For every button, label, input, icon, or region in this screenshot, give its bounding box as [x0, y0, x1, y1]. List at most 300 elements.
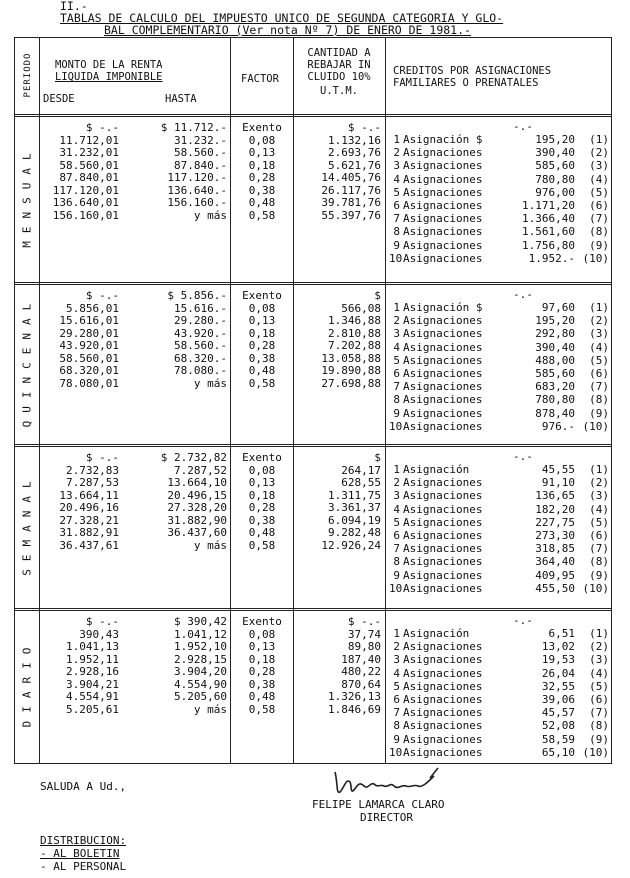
factor-column-value: 0,58 — [248, 538, 276, 552]
asignacion-row — [389, 380, 609, 393]
asignacion-amount: 390,40 — [535, 146, 575, 160]
hasta-column-value: 87.840.- — [174, 158, 227, 172]
asignacion-amount: 195,20 — [535, 314, 575, 328]
asignacion-amount: 1.171,20 — [522, 198, 575, 212]
asignacion-label: Asignaciones — [403, 502, 483, 516]
asignacion-label: Asignaciones — [403, 380, 483, 394]
asignacion-index: (8) — [589, 225, 609, 239]
desde-column — [41, 122, 119, 222]
asignacion-row — [389, 516, 609, 529]
asignacion-label: Asignaciones — [403, 653, 483, 667]
desde-header: DESDE — [43, 93, 75, 105]
hasta-column-value: 29.280.- — [174, 314, 227, 327]
asignacion-amount: 1.561,60 — [522, 225, 575, 239]
document-title — [60, 0, 620, 36]
asignacion-count: 5 — [393, 353, 400, 367]
cantidad-column-value: 89,80 — [347, 640, 381, 653]
cantidad-column-value: 26.117,76 — [321, 183, 381, 197]
monto-header-1: MONTO DE LA RENTA — [55, 59, 163, 71]
hasta-column — [123, 452, 227, 552]
asignacion-row — [389, 314, 609, 327]
asignacion-index: (1) — [589, 463, 609, 476]
hasta-column-value: 1.041,12 — [174, 627, 227, 641]
asignacion-index: (2) — [589, 314, 609, 328]
asignacion-index: (1) — [589, 301, 609, 314]
cantidad-column-value: 187,40 — [341, 652, 381, 666]
desde-column-value: 68.320,01 — [59, 364, 119, 377]
factor-column-value: 0,13 — [248, 476, 276, 489]
desde-column-value: 2.732,83 — [66, 463, 119, 477]
asignacion-amount: 195,20 — [535, 133, 575, 146]
desde-column-value: 11.712,01 — [59, 133, 119, 147]
asignacion-row — [389, 653, 609, 666]
asignacion-label: Asignaciones — [403, 692, 483, 706]
asignacion-amount: 227,75 — [535, 515, 575, 529]
cantidad-column-value: 9.282,48 — [328, 526, 381, 539]
asignacion-amount: 878,40 — [535, 406, 575, 420]
hasta-column-value: $ 390,42 — [174, 615, 227, 628]
asignacion-amount: 585,60 — [535, 366, 575, 380]
cantidad-column-value: 12.926,24 — [321, 538, 381, 552]
asignacion-index: (10) — [582, 251, 609, 265]
asignacion-label: Asignaciones — [403, 172, 483, 186]
asignaciones-dash: -.- — [513, 120, 533, 133]
section-rule — [15, 282, 611, 285]
column-rule — [230, 38, 231, 763]
asignacion-row — [389, 199, 609, 212]
asignacion-amount: 32,55 — [541, 679, 575, 693]
asignacion-row — [389, 173, 609, 186]
asignacion-amount: 1.952.- — [528, 251, 575, 265]
asignacion-row — [389, 367, 609, 380]
desde-column-value: 136.640,01 — [52, 196, 119, 209]
asignacion-count: 1 — [393, 133, 400, 146]
cantidad-column-value: 7.202,88 — [328, 339, 381, 352]
asignacion-row — [389, 463, 609, 476]
hasta-column-value: 4.554,90 — [174, 677, 227, 691]
asignacion-count: 5 — [393, 515, 400, 529]
hasta-column-value: 27.328,20 — [167, 501, 227, 514]
asignacion-label: Asignaciones — [403, 238, 483, 252]
asignacion-index: (8) — [589, 393, 609, 407]
asignacion-label: Asignaciones — [403, 314, 483, 328]
cantidad-column-value: 14.405,76 — [321, 171, 381, 184]
asignacion-row — [389, 489, 609, 502]
asignacion-label: Asignaciones — [403, 528, 483, 542]
asignacion-row — [389, 239, 609, 252]
asignacion-count: 1 — [393, 463, 400, 476]
asignacion-amount: 45,57 — [541, 706, 575, 720]
desde-column-value: 36.437,61 — [59, 538, 119, 552]
factor-column-value: 0,08 — [248, 463, 276, 477]
hasta-column-value: $ 5.856.- — [167, 289, 227, 302]
tax-table — [14, 37, 612, 764]
asignacion-label: Asignaciones — [403, 225, 483, 239]
asignacion-amount: 976,00 — [535, 185, 575, 199]
period-label: MENSUAL — [20, 145, 34, 248]
asignacion-amount: 780,80 — [535, 172, 575, 186]
asignacion-index: (6) — [589, 692, 609, 706]
asignacion-label: Asignaciones — [403, 251, 483, 265]
cantidad-header-2: REBAJAR IN — [307, 59, 371, 71]
cantidad-column-value: 27.698,88 — [321, 376, 381, 390]
desde-column-value: 78.080,01 — [59, 376, 119, 390]
title-line-1: TABLAS DE CALCULO DEL IMPUESTO UNICO DE SEGUNDA CATEGORIA Y GLO- — [60, 11, 504, 25]
asignacion-row — [389, 542, 609, 555]
asignacion-label: Asignaciones — [403, 393, 483, 407]
factor-column-value: 0,28 — [248, 665, 276, 678]
asignacion-index: (3) — [589, 159, 609, 173]
asignacion-amount: 318,85 — [535, 542, 575, 556]
desde-column-value: 20.496,16 — [59, 501, 119, 514]
asignacion-row — [389, 719, 609, 732]
hasta-column-value: y más — [193, 702, 227, 716]
asignacion-index: (10) — [582, 419, 609, 433]
asignacion-index: (5) — [589, 679, 609, 693]
hasta-column-value: 2.928,15 — [174, 652, 227, 666]
cantidad-column-value: 264,17 — [341, 463, 381, 477]
factor-column-value: 0,08 — [248, 301, 276, 315]
factor-column-value: 0,18 — [248, 652, 276, 666]
asignacion-row — [389, 569, 609, 582]
factor-column-value: 0,13 — [248, 314, 276, 327]
asignacion-count: 3 — [393, 653, 400, 667]
asignaciones-list — [389, 627, 609, 759]
asignacion-count: 9 — [393, 406, 400, 420]
cantidad-column-value: 39.781,76 — [321, 196, 381, 209]
cantidad-column-value: 480,22 — [341, 665, 381, 678]
cantidad-column-value: $ — [374, 289, 381, 302]
period-label: DIARIO — [20, 639, 34, 728]
hasta-column-value: 58.560.- — [174, 339, 227, 352]
desde-column — [41, 616, 119, 716]
desde-column-value: 2.928,16 — [66, 665, 119, 678]
column-rule — [39, 38, 40, 763]
cantidad-column-value: 55.397,76 — [321, 208, 381, 222]
desde-column-value: $ -.- — [85, 451, 119, 464]
asignacion-count: 8 — [393, 555, 400, 569]
asignaciones-dash: -.- — [513, 288, 533, 301]
desde-column-value: 4.554,91 — [66, 690, 119, 703]
asignacion-index: (4) — [589, 666, 609, 680]
asignacion-amount: 97,60 — [541, 301, 575, 314]
title-prefix: II.- — [60, 0, 88, 13]
asignacion-label: Asignaciones — [403, 185, 483, 199]
cantidad-column-value: 870,64 — [341, 677, 381, 691]
cantidad-column-value: $ -.- — [347, 121, 381, 134]
asignacion-amount: 45,55 — [541, 463, 575, 476]
factor-column-value: 0,58 — [248, 208, 276, 222]
asignacion-index: (4) — [589, 502, 609, 516]
hasta-column-value: 156.160.- — [167, 196, 227, 209]
asignacion-label: Asignaciones — [403, 489, 483, 503]
asignacion-label: Asignaciones — [403, 406, 483, 420]
asignacion-amount: 390,40 — [535, 340, 575, 354]
factor-column-value: 0,58 — [248, 702, 276, 716]
asignacion-amount: 976.- — [541, 419, 575, 433]
asignacion-label: Asignación $ — [403, 133, 483, 146]
desde-column-value: 3.904,21 — [66, 677, 119, 691]
asignacion-label: Asignación $ — [403, 301, 483, 314]
desde-column-value: 15.616,01 — [59, 314, 119, 327]
cantidad-column-value: 6.094,19 — [328, 513, 381, 527]
asignacion-amount: 585,60 — [535, 159, 575, 173]
cantidad-header-1: CANTIDAD A — [307, 47, 371, 59]
asignacion-count: 7 — [393, 380, 400, 394]
desde-column-value: 1.952,11 — [66, 652, 119, 666]
asignacion-count: 6 — [393, 692, 400, 706]
factor-column-value: 0,18 — [248, 488, 276, 502]
cantidad-column-value: 3.361,37 — [328, 501, 381, 514]
asignacion-row — [389, 420, 609, 433]
asignacion-row — [389, 627, 609, 640]
hasta-column-value: $ 2.732,82 — [160, 451, 227, 464]
asignacion-row — [389, 407, 609, 420]
asignacion-index: (7) — [589, 380, 609, 394]
asignacion-label: Asignaciones — [403, 198, 483, 212]
asignacion-index: (7) — [589, 542, 609, 556]
asignacion-index: (3) — [589, 653, 609, 667]
cantidad-column-value: 2.810,88 — [328, 326, 381, 340]
hasta-column — [123, 290, 227, 390]
factor-column-value: 0,58 — [248, 376, 276, 390]
asignacion-index: (5) — [589, 515, 609, 529]
period-label: SEMANAL — [20, 473, 34, 576]
desde-column-value: 1.041,13 — [66, 640, 119, 653]
column-rule — [385, 38, 386, 763]
asignacion-index: (5) — [589, 185, 609, 199]
asignacion-label: Asignaciones — [403, 706, 483, 720]
asignacion-count: 3 — [393, 489, 400, 503]
asignacion-count: 2 — [393, 146, 400, 160]
asignacion-count: 4 — [393, 172, 400, 186]
asignacion-row — [389, 225, 609, 238]
factor-column-value: 0,28 — [248, 501, 276, 514]
asignacion-count: 10 — [389, 419, 403, 433]
signature — [330, 764, 470, 798]
asignacion-label: Asignaciones — [403, 581, 483, 595]
asignacion-index: (9) — [589, 568, 609, 582]
desde-column-value: 13.664,11 — [59, 488, 119, 502]
desde-column-value: 58.560,01 — [59, 351, 119, 365]
factor-column-value: 0,48 — [248, 364, 276, 377]
period-label: QUINCENAL — [20, 295, 34, 428]
asignacion-amount: 1.366,40 — [522, 212, 575, 226]
asignacion-row — [389, 706, 609, 719]
asignacion-index: (1) — [589, 133, 609, 146]
asignacion-count: 4 — [393, 502, 400, 516]
asignacion-count: 9 — [393, 568, 400, 582]
factor-column — [233, 452, 291, 552]
desde-column-value: 5.856,01 — [66, 301, 119, 315]
closing-greeting: SALUDA A Ud., — [40, 780, 127, 793]
desde-column-value: 58.560,01 — [59, 158, 119, 172]
asignaciones-dash: -.- — [513, 450, 533, 463]
asignacion-amount: 488,00 — [535, 353, 575, 367]
asignacion-row — [389, 733, 609, 746]
desde-column-value: $ -.- — [85, 121, 119, 134]
factor-column-value: 0,13 — [248, 146, 276, 159]
cantidad-column-value: 2.693,76 — [328, 146, 381, 159]
creditos-header-1: CREDITOS POR ASIGNACIONES — [393, 65, 552, 77]
cantidad-column-value: 1.346,88 — [328, 314, 381, 327]
desde-column-value: 87.840,01 — [59, 171, 119, 184]
distribution-title: DISTRIBUCION: — [40, 834, 127, 847]
desde-column-value: 156.160,01 — [52, 208, 119, 222]
asignacion-count: 2 — [393, 476, 400, 490]
asignacion-row — [389, 252, 609, 265]
creditos-header-2: FAMILIARES O PRENATALES — [393, 77, 539, 89]
asignacion-index: (9) — [589, 406, 609, 420]
asignacion-label: Asignaciones — [403, 419, 483, 433]
asignacion-row — [389, 341, 609, 354]
asignacion-row — [389, 529, 609, 542]
asignacion-count: 3 — [393, 327, 400, 341]
asignacion-label: Asignaciones — [403, 476, 483, 490]
asignacion-index: (8) — [589, 719, 609, 733]
asignacion-count: 5 — [393, 185, 400, 199]
asignaciones-dash: -.- — [513, 614, 533, 627]
asignacion-count: 6 — [393, 198, 400, 212]
asignacion-row — [389, 680, 609, 693]
asignacion-index: (4) — [589, 340, 609, 354]
cantidad-column-value: 566,08 — [341, 301, 381, 315]
asignacion-count: 1 — [393, 627, 400, 640]
factor-column-value: 0,48 — [248, 690, 276, 703]
factor-column — [233, 290, 291, 390]
desde-column-value: 117.120,01 — [52, 183, 119, 197]
asignacion-count: 8 — [393, 393, 400, 407]
cantidad-column-value: $ -.- — [347, 615, 381, 628]
asignacion-row — [389, 503, 609, 516]
hasta-column-value: 117.120.- — [167, 171, 227, 184]
hasta-column-value: 7.287,52 — [174, 463, 227, 477]
asignacion-label: Asignaciones — [403, 719, 483, 733]
asignacion-label: Asignación — [403, 463, 470, 476]
asignacion-count: 8 — [393, 225, 400, 239]
signatory-role: DIRECTOR — [360, 811, 413, 824]
cantidad-column-value: 628,55 — [341, 476, 381, 489]
distribution-item: - AL BOLETIN — [40, 847, 120, 860]
asignacion-label: Asignaciones — [403, 340, 483, 354]
asignacion-count: 4 — [393, 340, 400, 354]
asignacion-amount: 26,04 — [541, 666, 575, 680]
factor-column-value: 0,28 — [248, 339, 276, 352]
asignacion-count: 9 — [393, 732, 400, 746]
hasta-column-value: 5.205,60 — [174, 690, 227, 703]
asignacion-label: Asignaciones — [403, 327, 483, 341]
section-rule — [15, 608, 611, 611]
asignacion-index: (2) — [589, 146, 609, 160]
asignacion-amount: 683,20 — [535, 380, 575, 394]
cantidad-column — [297, 616, 381, 716]
asignacion-label: Asignaciones — [403, 212, 483, 226]
hasta-column — [123, 122, 227, 222]
asignacion-count: 6 — [393, 366, 400, 380]
distribution-item: - AL PERSONAL — [40, 860, 127, 873]
asignacion-count: 4 — [393, 666, 400, 680]
asignacion-count: 7 — [393, 542, 400, 556]
asignacion-row — [389, 301, 609, 314]
asignacion-index: (1) — [589, 627, 609, 640]
cantidad-column — [297, 290, 381, 390]
hasta-header: HASTA — [165, 93, 197, 105]
hasta-column-value: 78.080.- — [174, 364, 227, 377]
hasta-column — [123, 616, 227, 716]
desde-column-value: 27.328,21 — [59, 513, 119, 527]
asignacion-amount: 65,10 — [541, 745, 575, 759]
factor-column-value: Exento — [242, 121, 282, 134]
asignacion-label: Asignaciones — [403, 353, 483, 367]
asignacion-count: 3 — [393, 159, 400, 173]
asignacion-count: 8 — [393, 719, 400, 733]
asignacion-index: (4) — [589, 172, 609, 186]
cantidad-column-value: 5.621,76 — [328, 158, 381, 172]
asignacion-row — [389, 393, 609, 406]
cantidad-column — [297, 452, 381, 552]
asignacion-index: (7) — [589, 212, 609, 226]
asignacion-label: Asignaciones — [403, 732, 483, 746]
section-rule — [15, 444, 611, 447]
factor-column-value: 0,28 — [248, 171, 276, 184]
asignacion-label: Asignaciones — [403, 146, 483, 160]
desde-column-value: 29.280,01 — [59, 326, 119, 340]
factor-column-value: Exento — [242, 289, 282, 302]
asignacion-label: Asignaciones — [403, 366, 483, 380]
periodo-header: PERIODO — [23, 52, 33, 98]
asignacion-amount: 58,59 — [541, 732, 575, 746]
asignacion-index: (6) — [589, 198, 609, 212]
asignacion-index: (10) — [582, 581, 609, 595]
asignacion-index: (9) — [589, 732, 609, 746]
hasta-column-value: 31.882,90 — [167, 513, 227, 527]
asignacion-row — [389, 582, 609, 595]
asignacion-amount: 292,80 — [535, 327, 575, 341]
asignacion-row — [389, 146, 609, 159]
signatory-name: FELIPE LAMARCA CLARO — [312, 798, 445, 811]
cantidad-column-value: 1.846,69 — [328, 702, 381, 716]
asignacion-index: (6) — [589, 528, 609, 542]
asignacion-index: (3) — [589, 327, 609, 341]
asignacion-amount: 136,65 — [535, 489, 575, 503]
asignacion-amount: 19,53 — [541, 653, 575, 667]
factor-column — [233, 616, 291, 716]
desde-column-value: 31.232,01 — [59, 146, 119, 159]
asignacion-label: Asignaciones — [403, 555, 483, 569]
desde-column-value: $ -.- — [85, 289, 119, 302]
asignacion-count: 5 — [393, 679, 400, 693]
asignacion-label: Asignaciones — [403, 679, 483, 693]
asignacion-row — [389, 476, 609, 489]
asignaciones-list — [389, 133, 609, 265]
asignacion-row — [389, 693, 609, 706]
asignacion-amount: 13,02 — [541, 640, 575, 654]
desde-column — [41, 290, 119, 390]
desde-column-value: $ -.- — [85, 615, 119, 628]
desde-column-value: 31.882,91 — [59, 526, 119, 539]
asignacion-amount: 409,95 — [535, 568, 575, 582]
asignacion-count: 7 — [393, 706, 400, 720]
asignacion-label: Asignaciones — [403, 666, 483, 680]
factor-column-value: Exento — [242, 451, 282, 464]
asignacion-amount: 780,80 — [535, 393, 575, 407]
asignacion-count: 9 — [393, 238, 400, 252]
title-line-2: BAL COMPLEMENTARIO (Ver nota Nº 7) DE ENERO DE 1981.- — [104, 23, 471, 37]
hasta-column-value: 36.437,60 — [167, 526, 227, 539]
asignacion-row — [389, 667, 609, 680]
asignacion-label: Asignaciones — [403, 542, 483, 556]
asignacion-count: 10 — [389, 745, 403, 759]
